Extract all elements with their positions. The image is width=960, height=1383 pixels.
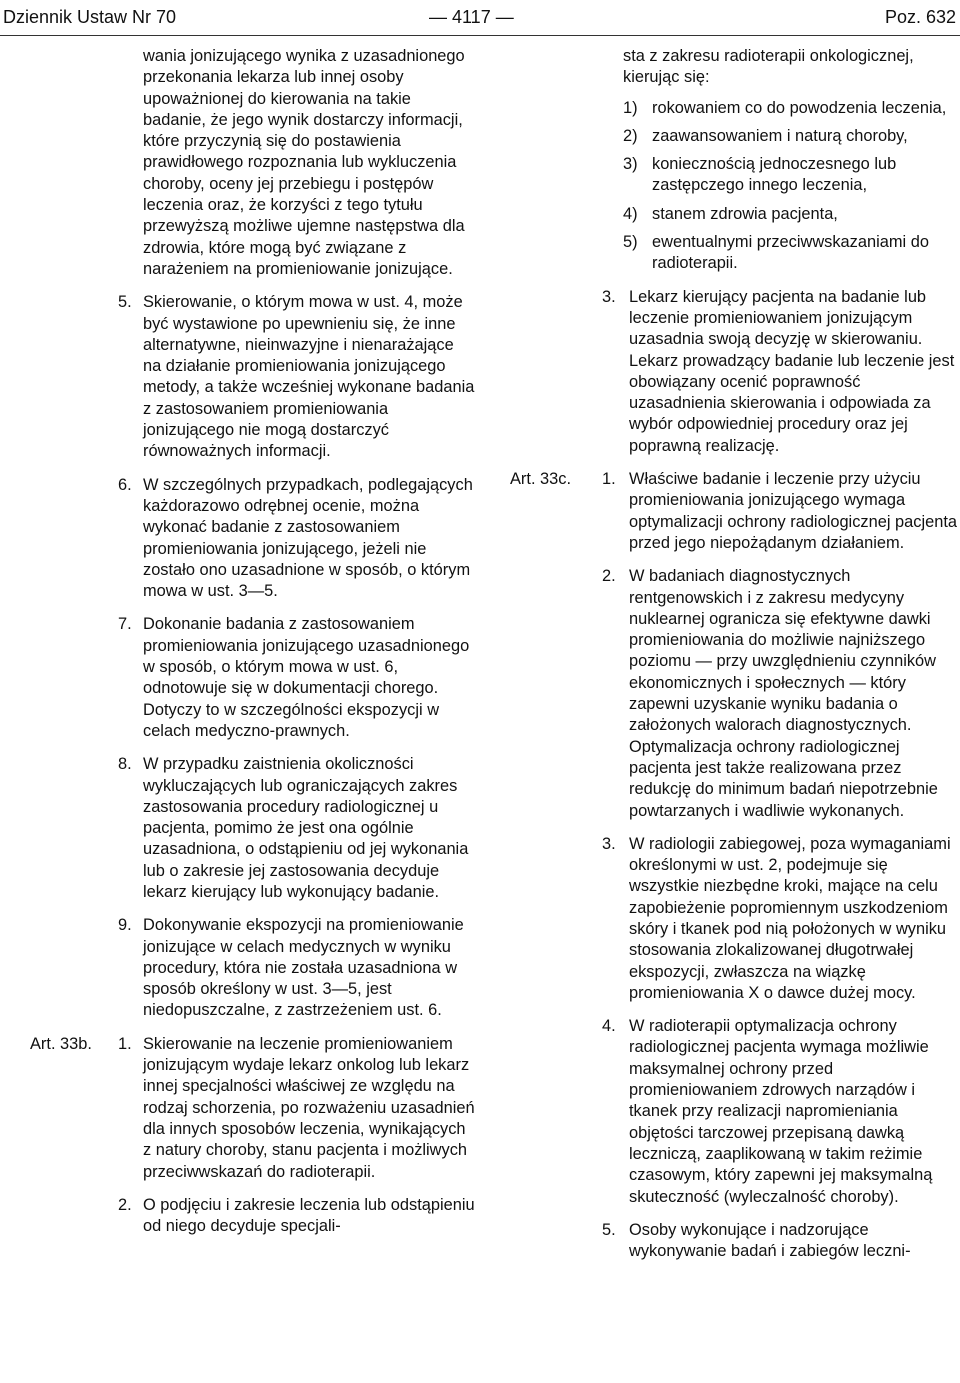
- continued-paragraph: [510, 46, 958, 89]
- list-item-text: rokowaniem co do powodzenia leczenia,: [652, 98, 947, 117]
- paragraph-text: O podjęciu i zakresie leczenia lub odstąpieniu od niego decyduje specjali-: [143, 1195, 475, 1236]
- position-number: Poz. 632: [884, 7, 956, 27]
- paragraph-text: W szczególnych przypadkach, podlegających każdorazowo odrębnej ocenie, można wykonać badanie z zastosowaniem promieniowania jonizującego, jeżeli nie zostało ono uzasadnione w sposób, o którym mowa w ust. 3—5.: [143, 475, 473, 601]
- paragraph-number: 5.: [602, 1220, 616, 1239]
- paragraph-number: 4.: [602, 1017, 616, 1036]
- paragraph-item: [510, 1016, 958, 1208]
- paragraph-item: [510, 834, 958, 1004]
- page-header: [0, 0, 960, 34]
- article-paragraph: [30, 1034, 475, 1183]
- paragraph-number: 7.: [118, 615, 132, 634]
- paragraph-text: W badaniach diagnostycznych rentgenowskich i z zakresu medycyny nuklearnej ogranicza się efektywne dawki promieniowania do możliwie najniższego poziomu — przy uwzględnieniu czynników ekonomicznych i społecznych — który zapewni uzyskanie wyniku badania o założonych walorach diagnostycznych. Optymalizacja ochrony radiologicznej pacjenta jest także realizowana przez redukcję do minimum badań niepotrzebnie powtarzanych i wadliwie wykonanych.: [629, 567, 938, 820]
- paragraph-text: Skierowanie na leczenie promieniowaniem jonizującym wydaje lekarz onkolog lub lekarz innej specjalności właściwej ze względu na rodzaj schorzenia, po rozważeniu uzasadnień dla innych sposobów leczenia, wynikających z natury choroby, stanu pacjenta i możliwych przeciwwskazań do radioterapii.: [143, 1034, 475, 1181]
- page-number: — 4117 —: [429, 7, 514, 27]
- paragraph-item: [30, 292, 475, 462]
- list-item-number: 2): [623, 126, 638, 145]
- paragraph-number: 3.: [602, 834, 616, 853]
- paragraph-text: W radiologii zabiegowej, poza wymaganiami określonymi w ust. 2, podejmuje się wszystkie niezbędne kroki, mające na celu zapobieżenie popromiennym uszkodzeniom skóry i tkanek pod nią położonych w wyniku stosowania zlokalizowanej długotrwałej ekspozycji, zwłaszcza na wiązkę promieniowania X o dawce dużej mocy.: [629, 834, 951, 1002]
- paragraph-item: [510, 566, 958, 822]
- paragraph-text: Właściwe badanie i leczenie przy użyciu promieniowania jonizującego wymaga optymalizacji ochrony radiologicznej pacjenta przed jego niepożądanym działaniem.: [629, 470, 957, 552]
- article-label: Art. 33b.: [30, 1034, 92, 1053]
- list-item: [510, 204, 958, 225]
- article-paragraph: [510, 469, 958, 554]
- paragraph-text: Dokonywanie ekspozycji na promieniowanie jonizujące w celach medycznych w wyniku procedury, która nie została uzasadniona w sposób określony w ust. 3—5, jest niedopuszczalne, z zastrzeżeniem ust. 6.: [143, 916, 464, 1020]
- paragraph-item: [510, 1220, 958, 1263]
- paragraph-number: 5.: [118, 293, 132, 312]
- list-item: [510, 232, 958, 275]
- paragraph-item: [30, 614, 475, 742]
- paragraph-text: W przypadku zaistnienia okoliczności wykluczających lub ograniczających zakres zastosowania procedury radiologicznej u pacjenta, pomimo że jest ona ogólnie uzasadniona, o odstąpieniu od jej wykonania lub o zakresie jej zastosowania decyduje lekarz kierujący lub wykonujący badanie.: [143, 755, 469, 901]
- paragraph-number: 9.: [118, 916, 132, 935]
- paragraph-item: [30, 475, 475, 603]
- paragraph-item: [30, 915, 475, 1021]
- paragraph-item: [30, 1195, 475, 1238]
- list-item-number: 5): [623, 233, 638, 252]
- paragraph-number: 1.: [602, 470, 616, 489]
- paragraph-text: wania jonizującego wynika z uzasadnionego przekonania lekarza lub innej osoby upoważnionej do kierowania na takie badanie, że jego wynik dostarczy informacji, które przyczynią się do postawienia prawidłowego rozpoznania lub wykluczenia choroby, oceny jej przebiegu i postępów leczenia oraz, że korzyści z tego tytułu przewyższą możliwe ujemne następstwa dla zdrowia, które mogą być związane z narażeniem na promieniowanie jonizujące.: [143, 47, 465, 278]
- list-item: [510, 154, 958, 197]
- paragraph-text: sta z zakresu radioterapii onkologicznej, kierując się:: [623, 47, 914, 87]
- paragraph-number: 2.: [602, 567, 616, 586]
- paragraph-number: 3.: [602, 287, 616, 306]
- article-label: Art. 33c.: [510, 470, 572, 489]
- paragraph-number: 6.: [118, 475, 132, 494]
- journal-title: Dziennik Ustaw Nr 70: [3, 7, 177, 27]
- list-item: [510, 126, 958, 147]
- paragraph-text: W radioterapii optymalizacja ochrony radiologicznej pacjenta wymaga możliwie maksymalnej ochrony przed promieniowaniem zdrowych narządów i tkanek przy realizacji napromieniania objętości tarczowej przepisaną dawką leczniczą, zaaplikowaną w takim reżimie czasowym, który zapewni jej maksymalną skuteczność (wyleczalność choroby).: [629, 1017, 933, 1206]
- paragraph-number: 2.: [118, 1195, 132, 1214]
- left-column: [30, 46, 475, 1249]
- paragraph-text: Osoby wykonujące i nadzorujące wykonywanie badań i zabiegów leczni-: [629, 1220, 911, 1261]
- list-item-number: 4): [623, 204, 638, 223]
- right-column: [510, 46, 958, 1274]
- header-rule: [0, 35, 960, 36]
- paragraph-text: Dokonanie badania z zastosowaniem promieniowania jonizującego uzasadnionego w sposób, o którym mowa w ust. 6, odnotowuje się w dokumentacji chorego. Dotyczy to w szczególności ekspozycji w celach medyczno-prawnych.: [143, 615, 470, 740]
- list-item-number: 1): [623, 98, 638, 117]
- paragraph-number: 8.: [118, 755, 132, 774]
- list-item: [510, 98, 958, 119]
- paragraph-item: [30, 754, 475, 903]
- continued-paragraph: [30, 46, 475, 280]
- list-item-text: koniecznością jednoczesnego lub zastępczego innego leczenia,: [652, 155, 897, 195]
- paragraph-number: 1.: [118, 1034, 132, 1053]
- list-item-number: 3): [623, 155, 638, 174]
- list-item-text: stanem zdrowia pacjenta,: [652, 204, 838, 223]
- paragraph-text: Skierowanie, o którym mowa w ust. 4, może być wystawione po upewnieniu się, że inne alternatywne, nieinwazyjne i nienarażające na działanie promieniowania jonizującego metody, a także wcześniej wykonane badania z zastosowaniem promieniowania jonizującego nie mogą dostarczyć równoważnych informacji.: [143, 293, 475, 461]
- paragraph-text: Lekarz kierujący pacjenta na badanie lub leczenie promieniowaniem jonizującym uzasadnia swoją decyzję w skierowaniu. Lekarz prowadzący badanie lub leczenie jest obowiązany ocenić poprawność uzasadnienia skierowania i odpowiada za wybór odpowiedniej procedury oraz jej poprawną realizację.: [629, 287, 955, 455]
- list-item-text: ewentualnymi przeciwwskazaniami do radioterapii.: [652, 233, 929, 273]
- paragraph-item: [510, 287, 958, 457]
- list-item-text: zaawansowaniem i naturą choroby,: [652, 126, 908, 145]
